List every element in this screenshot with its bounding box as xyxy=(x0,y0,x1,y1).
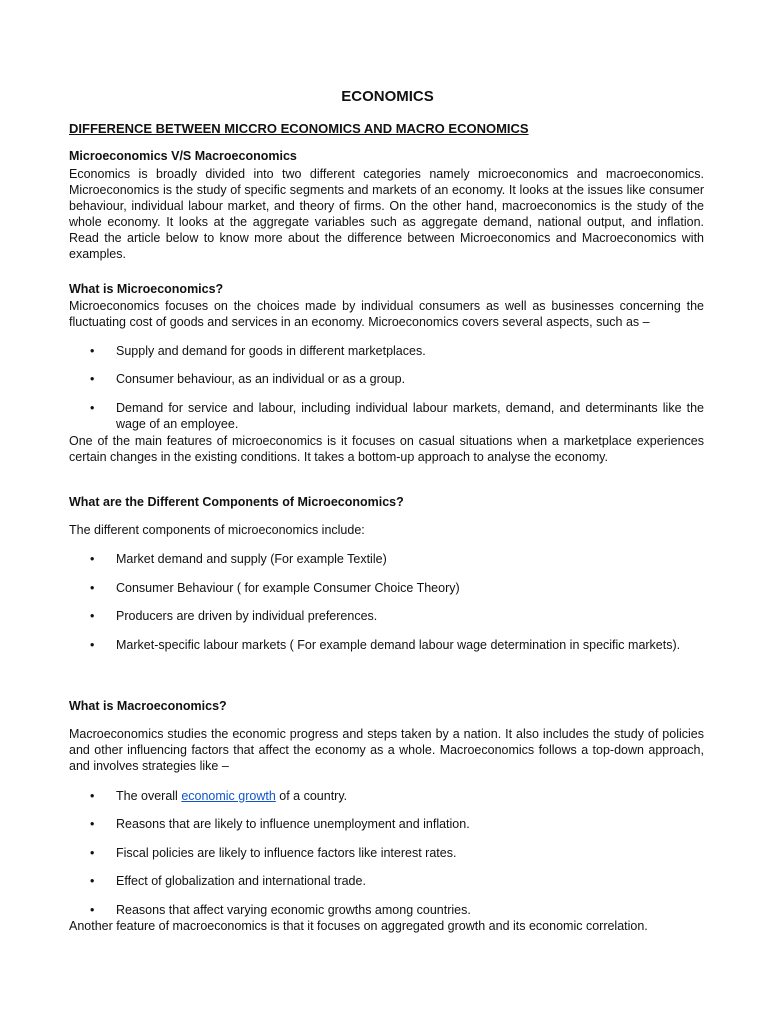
bullet-icon: • xyxy=(90,372,95,386)
bullet-icon: • xyxy=(90,401,95,415)
components-intro: The different components of microeconomics include: xyxy=(69,523,365,537)
page-subtitle: DIFFERENCE BETWEEN MICCRO ECONOMICS AND MACRO ECONOMICS xyxy=(69,121,529,136)
section-heading-what-is-micro: What is Microeconomics? xyxy=(69,282,224,296)
bullet-icon: • xyxy=(90,903,95,917)
bullet-icon: • xyxy=(90,344,95,358)
bullet-icon: • xyxy=(90,789,95,803)
document-page: ECONOMICS DIFFERENCE BETWEEN MICCRO ECONOMICS AND MACRO ECONOMICS Microeconomics V/S Macroeconomics Economics is broadly divided into two different categories namely microeconomics and macroeconomics. Microeconomics is the study of specific segments and markets of an economy. It looks at the issues like consumer behaviour, individual labour market, and theory of firms. On the other hand, macroeconomics is the study of the whole economy. It looks at the aggregate variables such as aggregate demand, national output, and inflation. Read the article below to know more about the difference between Microeconomics and Macroeconomics with examples. What is Microeconomics? Microeconomics focuses on the choices made by individual consumers as well as businesses concerning the fluctuating cost of goods and services in an economy. Microeconomics covers several aspects, such as – • Supply and demand for goods in different marketplaces. • Consumer behaviour, as an individual or as a group. • Demand for service and labour, including individual labour markets, demand, and determinants like the wage of an employee. One of the main features of microeconomics is it focuses on casual situations when a marketplace experiences certain changes in the existing conditions. It takes a bottom-up approach to analyse the economy. What are the Different Components of Microeconomics? The different components of microeconomics include: • Market demand and supply (For example Textile) • Consumer Behaviour ( for example Consumer Choice Theory) • Producers are driven by individual preferences. • Market-specific labour markets ( For example demand labour wage determination in specific markets). What is Macroeconomics? Macroeconomics studies the economic progress and steps taken by a nation. It also includes the study of policies and other influencing factors that affect the economy as a whole. Macroeconomics follows a top-down approach, and involves strategies like – • The overall economic growth of a country. • Reasons that are likely to influence unemployment and inflation. • Fiscal policies are likely to influence factors like interest rates. • Effect of globalization and international trade. • Reasons that affect varying economic growths among countries. Another feature of macroeconomics is that it focuses on aggregated growth and its economic correlation. xyxy=(0,0,768,1024)
bullet-icon: • xyxy=(90,846,95,860)
bullet-icon: • xyxy=(90,581,95,595)
bullet-icon: • xyxy=(90,874,95,888)
macro-features-paragraph: Another feature of macroeconomics is that it focuses on aggregated growth and its economic correlation. xyxy=(69,919,648,933)
bullet-icon: • xyxy=(90,817,95,831)
section-heading-micro-components: What are the Different Components of Microeconomics? xyxy=(69,495,404,509)
micro-features-paragraph: One of the main features of microeconomics is it focuses on casual situations when a marketplace experiences certain changes in the existing conditions. It takes a bottom-up approach to analyse the economy. xyxy=(69,434,704,464)
bullet-icon: • xyxy=(90,609,95,623)
section-heading-what-is-macro: What is Macroeconomics? xyxy=(69,699,227,713)
micro-paragraph: Microeconomics focuses on the choices made by individual consumers as well as businesses concerning the fluctuating cost of goods and services in an economy. Microeconomics covers several aspects, such as – xyxy=(69,299,704,329)
economic-growth-link[interactable]: economic growth xyxy=(181,789,276,803)
macro-paragraph: Macroeconomics studies the economic progress and steps taken by a nation. It also includes the study of policies and other influencing factors that affect the economy as a whole. Macroeconomics follows a top-down approach, and involves strategies like – xyxy=(69,727,704,773)
bullet-icon: • xyxy=(90,552,95,566)
intro-paragraph: Economics is broadly divided into two different categories namely microeconomics and macroeconomics. Microeconomics is the study of specific segments and markets of an economy. It looks at the issues like consumer behaviour, individual labour market, and theory of firms. On the other hand, macroeconomics is the study of the whole economy. It looks at the aggregate variables such as aggregate demand, national output, and inflation. Read the article below to know more about the difference between Microeconomics and Macroeconomics with examples. xyxy=(69,167,704,261)
page-title: ECONOMICS xyxy=(341,88,434,105)
section-heading-micro-vs-macro: Microeconomics V/S Macroeconomics xyxy=(69,149,297,163)
bullet-icon: • xyxy=(90,638,95,652)
